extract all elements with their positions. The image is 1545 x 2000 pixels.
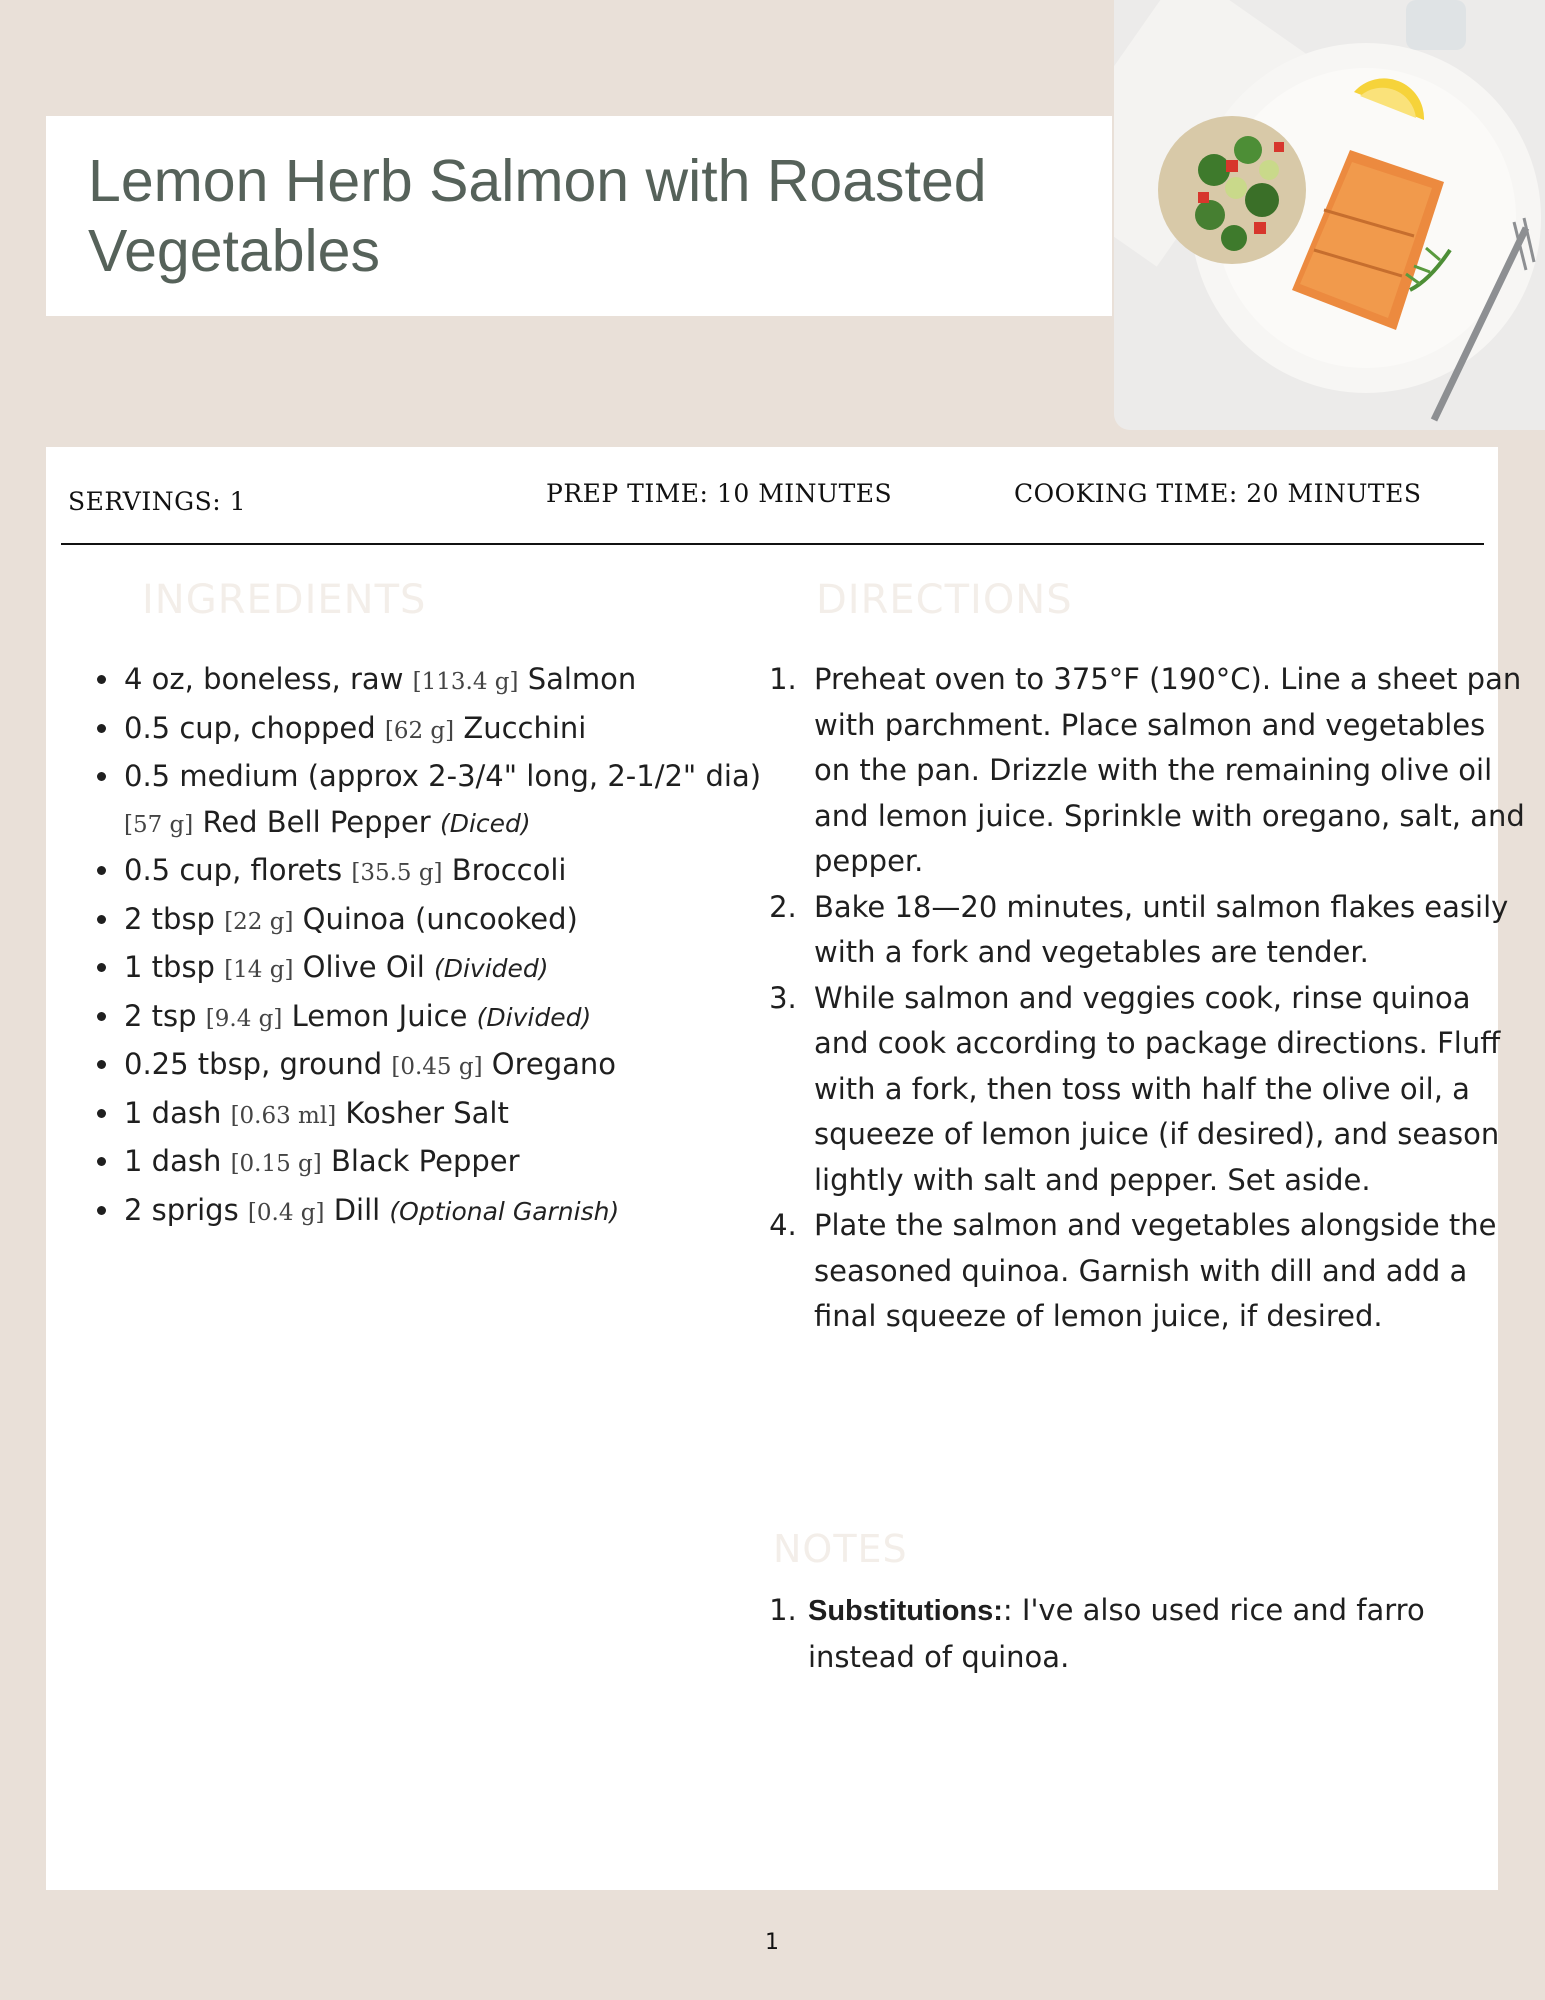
direction-step: 3. While salmon and veggies cook, rinse quinoa and cook according to package directions. Fluff with a fork, then toss with half the olive oil, a squeeze of lemon juice (if desired), and season lightly with salt and pepper. Set aside.	[806, 976, 1526, 1204]
note-item	[806, 1588, 1526, 1680]
direction-step: 1. Preheat oven to 375°F (190°C). Line a sheet pan with parchment. Place salmon and vegetables on the pan. Drizzle with the remaining olive oil and lemon juice. Sprinkle with oregano, salt, and pepper.	[806, 657, 1526, 885]
note-text: : I've also used rice and farro instead of quinoa.	[808, 1593, 1425, 1674]
title-box	[46, 116, 1112, 316]
cooking-time: COOKING TIME: 20 MINUTES	[1014, 479, 1422, 508]
ingredient-item: • 2 sprigs [0.4 g] Dill (Optional Garnish)	[122, 1188, 782, 1237]
page-number: 1	[765, 1930, 779, 1955]
ingredient-item: • 1 tbsp [14 g] Olive Oil (Divided)	[122, 945, 782, 994]
ingredients-heading: INGREDIENTS	[142, 577, 427, 623]
ingredient-item: • 0.25 tbsp, ground [0.45 g] Oregano	[122, 1042, 782, 1091]
recipe-card	[46, 447, 1525, 1890]
recipe-title: Lemon Herb Salmon with Roasted Vegetables	[88, 148, 987, 284]
ingredient-item: • 0.5 cup, chopped [62 g] Zucchini	[122, 706, 782, 755]
ingredient-item: • 0.5 cup, florets [35.5 g] Broccoli	[122, 848, 782, 897]
direction-step: 2. Bake 18—20 minutes, until salmon flakes easily with a fork and vegetables are tender.	[806, 885, 1526, 976]
directions-heading: DIRECTIONS	[816, 577, 1073, 623]
ingredient-item: • 2 tbsp [22 g] Quinoa (uncooked)	[122, 897, 782, 946]
salmon-plate-photo-icon	[1114, 0, 1545, 430]
servings: SERVINGS: 1	[68, 487, 246, 516]
ingredient-item: • 1 dash [0.15 g] Black Pepper	[122, 1139, 782, 1188]
note-label: Substitutions:	[808, 1595, 1003, 1627]
ingredients-list	[86, 657, 782, 1236]
directions-list	[766, 657, 1526, 1340]
ingredient-item: • 4 oz, boneless, raw [113.4 g] Salmon	[122, 657, 782, 706]
divider	[61, 543, 1484, 545]
ingredient-item: • 1 dash [0.63 ml] Kosher Salt	[122, 1091, 782, 1140]
ingredient-item: • 0.5 medium (approx 2-3/4" long, 2-1/2" dia) [57 g] Red Bell Pepper (Diced)	[122, 754, 782, 848]
notes-heading: NOTES	[773, 1527, 908, 1571]
recipe-photo	[1114, 0, 1545, 430]
ingredient-item: • 2 tsp [9.4 g] Lemon Juice (Divided)	[122, 994, 782, 1043]
prep-time: PREP TIME: 10 MINUTES	[546, 479, 893, 508]
notes-list	[766, 1588, 1526, 1680]
direction-step: 4. Plate the salmon and vegetables alongside the seasoned quinoa. Garnish with dill and add a final squeeze of lemon juice, if desired.	[806, 1203, 1526, 1340]
